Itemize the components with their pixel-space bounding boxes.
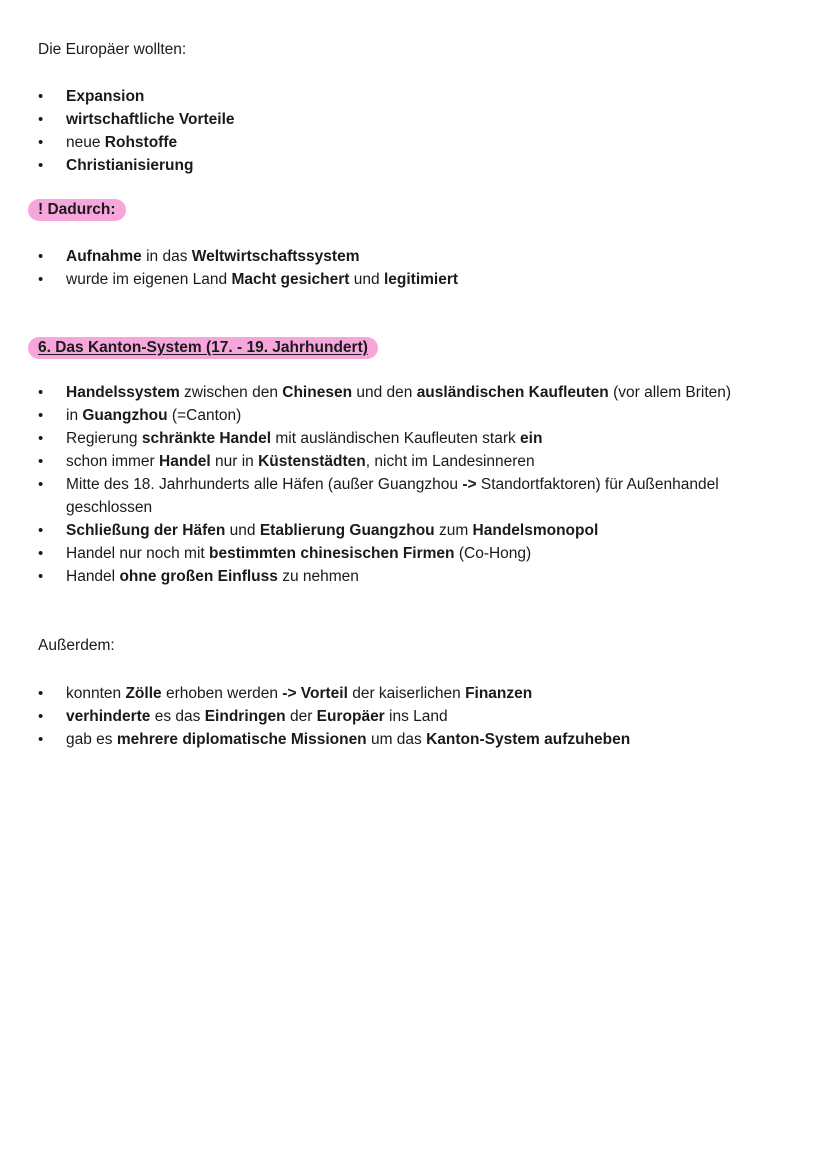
bold-text: Christianisierung — [66, 157, 194, 174]
list-item — [38, 565, 738, 588]
bold-text: Chinesen — [282, 384, 353, 401]
bold-text: Finanzen — [465, 685, 533, 702]
bullet-icon: • — [38, 134, 44, 151]
text: zu nehmen — [277, 568, 359, 585]
list-item — [38, 108, 798, 131]
list-item — [38, 542, 738, 565]
bold-text: Eindringen — [204, 708, 286, 725]
bold-text: -> — [462, 476, 477, 493]
section-title-highlight — [38, 337, 378, 359]
bullet-icon: • — [38, 384, 44, 401]
bold-text: Europäer — [316, 708, 385, 725]
list-item — [38, 404, 738, 427]
bold-text: bestimmten chinesischen Firmen — [209, 545, 455, 562]
bold-text: Weltwirtschaftssystem — [191, 248, 360, 265]
list-item — [38, 154, 798, 177]
bullet-icon: • — [38, 731, 44, 748]
list-item — [38, 427, 738, 450]
bullet-icon: • — [38, 248, 44, 265]
section-title: 6. Das Kanton-System (17. - 19. Jahrhundert) — [28, 337, 378, 359]
list-item — [38, 245, 798, 268]
list-item — [38, 268, 798, 291]
bullet-icon: • — [38, 430, 44, 447]
bold-text: Guangzhou — [82, 407, 168, 424]
bold-text: Kanton-System aufzuheben — [426, 731, 631, 748]
bold-text: -> Vorteil — [282, 685, 348, 702]
bold-text: Aufnahme — [66, 248, 142, 265]
text: zum — [434, 522, 473, 539]
ausserdem-list — [38, 682, 798, 751]
bold-text: Expansion — [66, 88, 145, 105]
bold-text: Handelsmonopol — [472, 522, 599, 539]
text: erhoben werden — [161, 685, 283, 702]
bold-text: Küstenstädten — [258, 453, 366, 470]
text: Handel nur noch mit — [66, 545, 210, 562]
list-item — [38, 728, 798, 751]
text: Standortfaktoren) für Außenhandel geschlossen — [66, 476, 719, 516]
bold-text: wirtschaftliche Vorteile — [66, 111, 235, 128]
text: und — [349, 271, 384, 288]
dadurch-label: ! Dadurch: — [28, 199, 126, 221]
bullet-icon: • — [38, 271, 44, 288]
text: wurde im eigenen Land — [66, 271, 232, 288]
text: mit ausländischen Kaufleuten stark — [271, 430, 521, 447]
text: ins Land — [384, 708, 448, 725]
list-item — [38, 450, 738, 473]
bullet-icon: • — [38, 88, 44, 105]
list-item — [38, 131, 798, 154]
intro-heading: Die Europäer wollten: — [38, 41, 187, 58]
bold-text: ohne großen Einfluss — [119, 568, 278, 585]
text: neue — [66, 134, 105, 151]
text: um das — [366, 731, 427, 748]
bullet-icon: • — [38, 708, 44, 725]
bold-text: schränkte Handel — [141, 430, 272, 447]
text: schon immer — [66, 453, 160, 470]
dadurch-highlight — [38, 199, 126, 221]
text: (=Canton) — [167, 407, 242, 424]
bullet-icon: • — [38, 685, 44, 702]
text: konnten — [66, 685, 126, 702]
list-item — [38, 381, 738, 404]
bold-text: Rohstoffe — [104, 134, 178, 151]
list-item — [38, 473, 738, 519]
bullet-icon: • — [38, 453, 44, 470]
text: nur in — [210, 453, 259, 470]
bullet-icon: • — [38, 476, 44, 493]
bold-text: Macht gesichert — [231, 271, 350, 288]
text: und — [225, 522, 260, 539]
bullet-icon: • — [38, 545, 44, 562]
bold-text: Schließung der Häfen — [66, 522, 226, 539]
bold-text: ein — [520, 430, 543, 447]
bold-text: ausländischen Kaufleuten — [416, 384, 609, 401]
text: Regierung — [66, 430, 142, 447]
bullet-icon: • — [38, 157, 44, 174]
bold-text: Zölle — [125, 685, 162, 702]
text: Mitte des 18. Jahrhunderts alle Häfen (außer Guangzhou — [66, 476, 463, 493]
bold-text: Etablierung Guangzhou — [259, 522, 435, 539]
list-item — [38, 519, 738, 542]
bullet-icon: • — [38, 522, 44, 539]
bold-text: mehrere diplomatische Missionen — [116, 731, 367, 748]
text: der kaiserlichen — [347, 685, 466, 702]
bold-text: verhinderte — [66, 708, 151, 725]
list-item — [38, 705, 798, 728]
text: , nicht im Landesinneren — [365, 453, 535, 470]
bullet-icon: • — [38, 111, 44, 128]
bold-text: Handel — [159, 453, 211, 470]
bullet-icon: • — [38, 407, 44, 424]
bold-text: legitimiert — [383, 271, 459, 288]
bold-text: Handelssystem — [66, 384, 180, 401]
text: es das — [150, 708, 205, 725]
kanton-list — [38, 381, 738, 588]
text: in — [66, 407, 83, 424]
text: Handel — [66, 568, 120, 585]
text: zwischen den — [179, 384, 283, 401]
list-item — [38, 85, 798, 108]
dadurch-list — [38, 245, 798, 291]
bullet-icon: • — [38, 568, 44, 585]
text: (vor allem Briten) — [608, 384, 732, 401]
list-item — [38, 682, 798, 705]
text: in das — [141, 248, 192, 265]
text: der — [285, 708, 317, 725]
ausserdem-heading: Außerdem: — [38, 637, 115, 654]
intro-list — [38, 85, 798, 177]
text: und den — [352, 384, 417, 401]
text: gab es — [66, 731, 117, 748]
text: (Co-Hong) — [454, 545, 532, 562]
